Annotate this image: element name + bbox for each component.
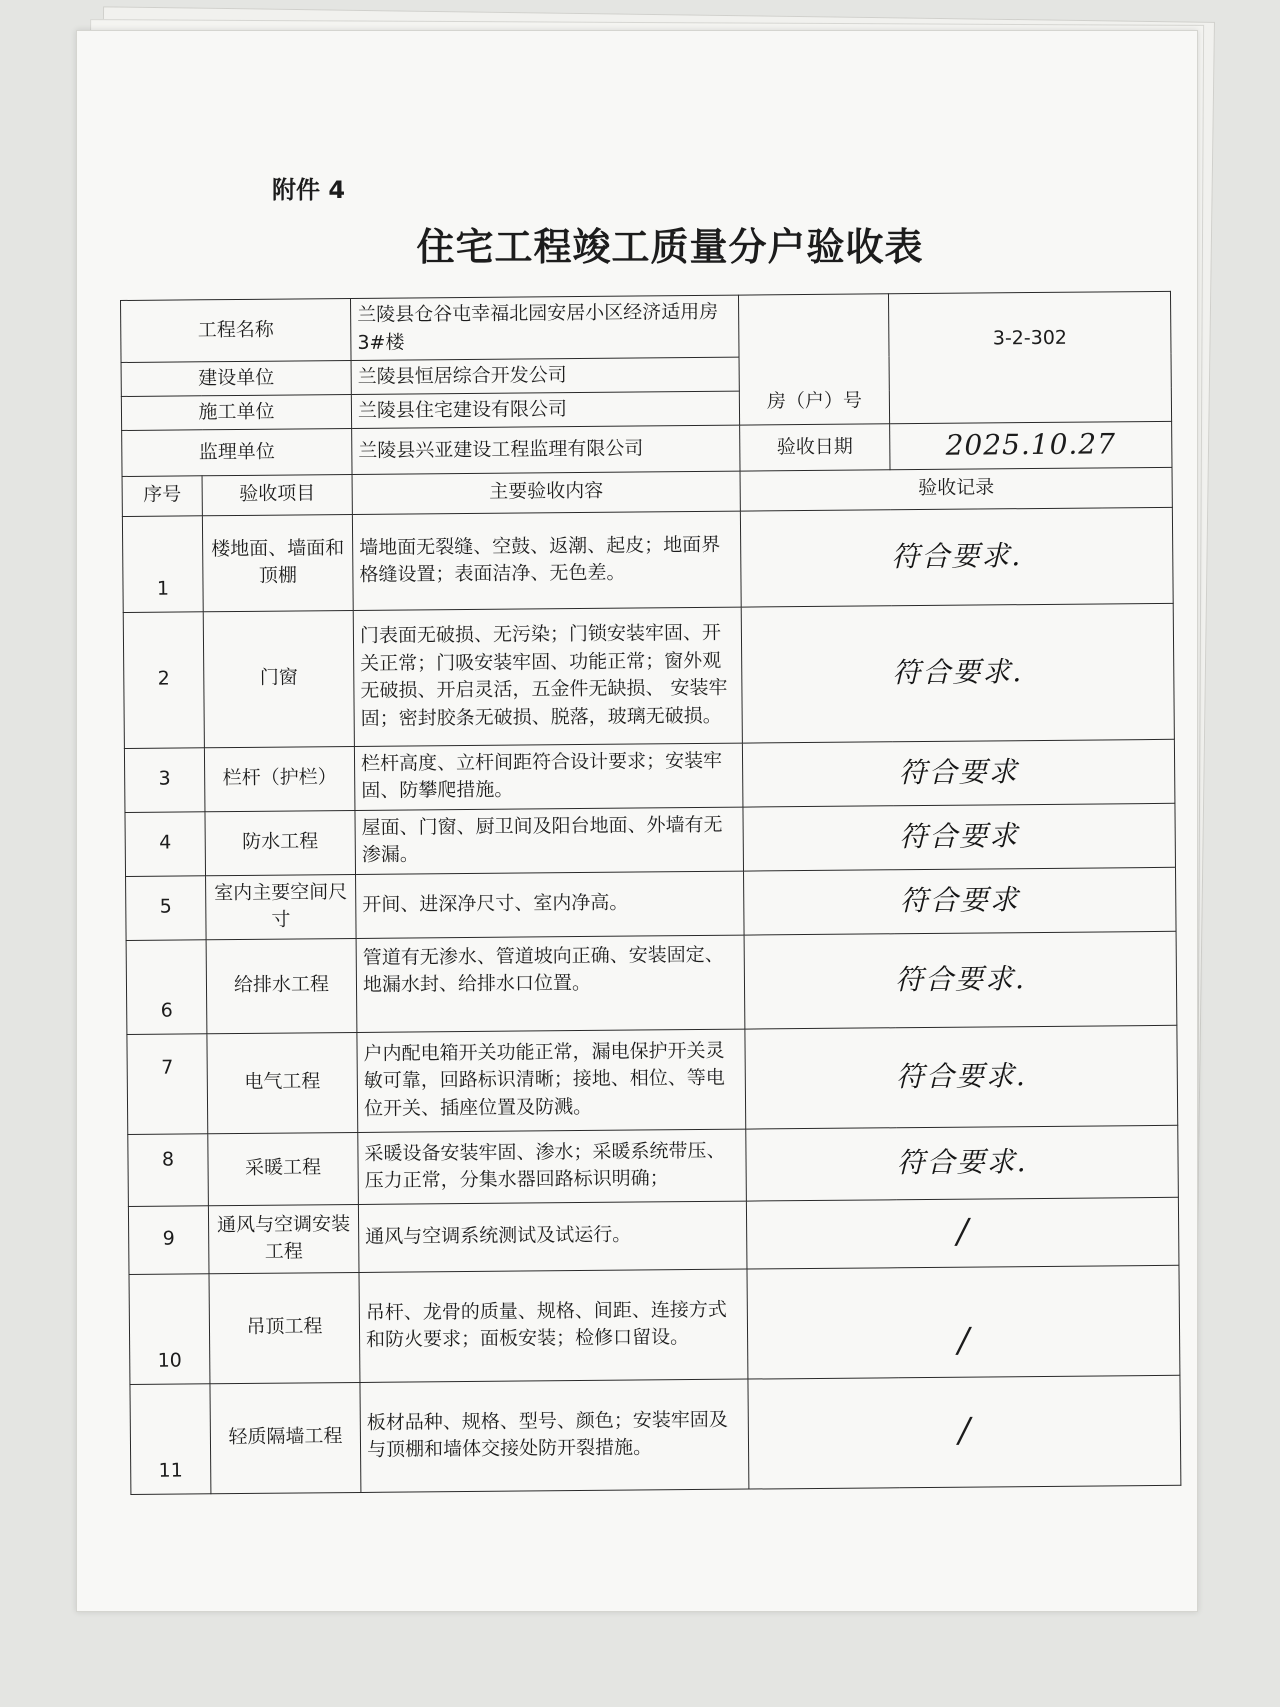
col-content-header: 主要验收内容: [352, 471, 740, 514]
project-name-value: 兰陵县仓谷屯幸福北园安居小区经济适用房3#楼: [351, 295, 740, 360]
attachment-label: 附件 4: [272, 176, 346, 204]
contractor-label: 施工单位: [121, 394, 351, 430]
project-name-label: 工程名称: [121, 298, 352, 362]
row-item: 吊顶工程: [209, 1272, 360, 1383]
table-row: [124, 739, 1175, 812]
row-item: 轻质隔墙工程: [210, 1382, 361, 1493]
row-item: 防水工程: [205, 810, 356, 875]
row-content: 板材品种、规格、型号、颜色；安装牢固及与顶棚和墙体交接处防开裂措施。: [360, 1379, 749, 1492]
row-seq: 5: [126, 875, 207, 940]
table-row: [130, 1375, 1181, 1494]
row-item: 室内主要空间尺寸: [206, 874, 357, 939]
room-label: 房（户）号: [738, 294, 889, 425]
builder-value: 兰陵县恒居综合开发公司: [351, 357, 739, 394]
row-record: /: [747, 1265, 1180, 1379]
row-content: 管道有无渗水、管道坡向正确、安装固定、地漏水封、给排水口位置。: [356, 935, 745, 1032]
col-seq-header: 序号: [122, 475, 202, 516]
table-row: [128, 1197, 1179, 1274]
row-content: 墙地面无裂缝、空鼓、返潮、起皮；地面界格缝设置；表面洁净、无色差。: [352, 511, 741, 610]
row-content: 栏杆高度、立杆间距符合设计要求；安装牢固、防攀爬措施。: [354, 743, 743, 810]
row-content: 吊杆、龙骨的质量、规格、间距、连接方式和防火要求；面板安装；检修口留设。: [359, 1269, 748, 1382]
table-row: [123, 603, 1174, 748]
date-label: 验收日期: [740, 424, 890, 471]
row-seq: 11: [130, 1383, 211, 1494]
row-record: /: [748, 1375, 1181, 1489]
row-seq: 2: [123, 611, 204, 748]
row-item: 通风与空调安装工程: [208, 1204, 359, 1273]
table-row: [126, 867, 1177, 940]
col-item-header: 验收项目: [202, 474, 352, 515]
row-seq: 6: [126, 939, 207, 1034]
row-seq: 10: [129, 1273, 210, 1384]
table-row: [129, 1265, 1180, 1384]
row-seq: 3: [124, 747, 205, 812]
row-seq: 8: [128, 1133, 209, 1206]
row-record: 符合要求: [742, 739, 1175, 807]
supervisor-label: 监理单位: [122, 428, 352, 476]
row-record: 符合要求.: [744, 931, 1177, 1029]
row-content: 屋面、门窗、厨卫间及阳台地面、外墙有无渗漏。: [355, 807, 744, 874]
row-item: 采暖工程: [208, 1132, 359, 1205]
row-content: 户内配电箱开关功能正常，漏电保护开关灵敏可靠，回路标识清晰；接地、相位、等电位开关、插座位置及防溅。: [357, 1029, 746, 1132]
table-row: [122, 507, 1173, 612]
row-record: 符合要求.: [746, 1125, 1179, 1201]
table-row: [125, 803, 1176, 876]
document-title: 住宅工程竣工质量分户验收表: [416, 225, 924, 269]
row-item: 电气工程: [207, 1032, 358, 1133]
row-content: 门表面无破损、无污染；门锁安装牢固、开关正常；门吸安装牢固、功能正常；窗外观无破损、开启灵活，五金件无缺损、 安装牢固；密封胶条无破损、脱落，玻璃无破损。: [353, 607, 742, 746]
row-seq: 1: [122, 515, 203, 612]
row-seq: 9: [128, 1205, 209, 1274]
row-record: 符合要求: [744, 867, 1177, 935]
table-row: [126, 931, 1177, 1034]
builder-label: 建设单位: [121, 360, 351, 396]
row-record: 符合要求.: [745, 1025, 1178, 1129]
row-content: 通风与空调系统测试及试运行。: [358, 1201, 747, 1272]
row-record: 符合要求.: [741, 603, 1174, 743]
row-content: 采暖设备安装牢固、渗水；采暖系统带压、压力正常，分集水器回路标识明确；: [358, 1129, 747, 1204]
row-seq: 7: [127, 1033, 208, 1134]
date-value: 2025.10.27: [890, 421, 1172, 469]
contractor-value: 兰陵县住宅建设有限公司: [351, 391, 739, 428]
row-record: 符合要求: [743, 803, 1176, 871]
acceptance-table: [120, 291, 1181, 1495]
table-row: [127, 1025, 1178, 1134]
row-item: 楼地面、墙面和顶棚: [202, 514, 353, 611]
col-record-header: 验收记录: [740, 467, 1172, 511]
row-item: 门窗: [203, 610, 354, 747]
row-content: 开间、进深净尺寸、室内净高。: [356, 871, 745, 938]
row-record: 符合要求.: [740, 507, 1173, 607]
row-seq: 4: [125, 811, 206, 876]
row-item: 栏杆（护栏）: [204, 746, 355, 811]
row-record: /: [746, 1197, 1179, 1269]
table-row: [128, 1125, 1179, 1206]
supervisor-value: 兰陵县兴亚建设工程监理有限公司: [352, 425, 740, 474]
room-value: 3-2-302: [888, 291, 1171, 423]
row-item: 给排水工程: [206, 938, 357, 1033]
